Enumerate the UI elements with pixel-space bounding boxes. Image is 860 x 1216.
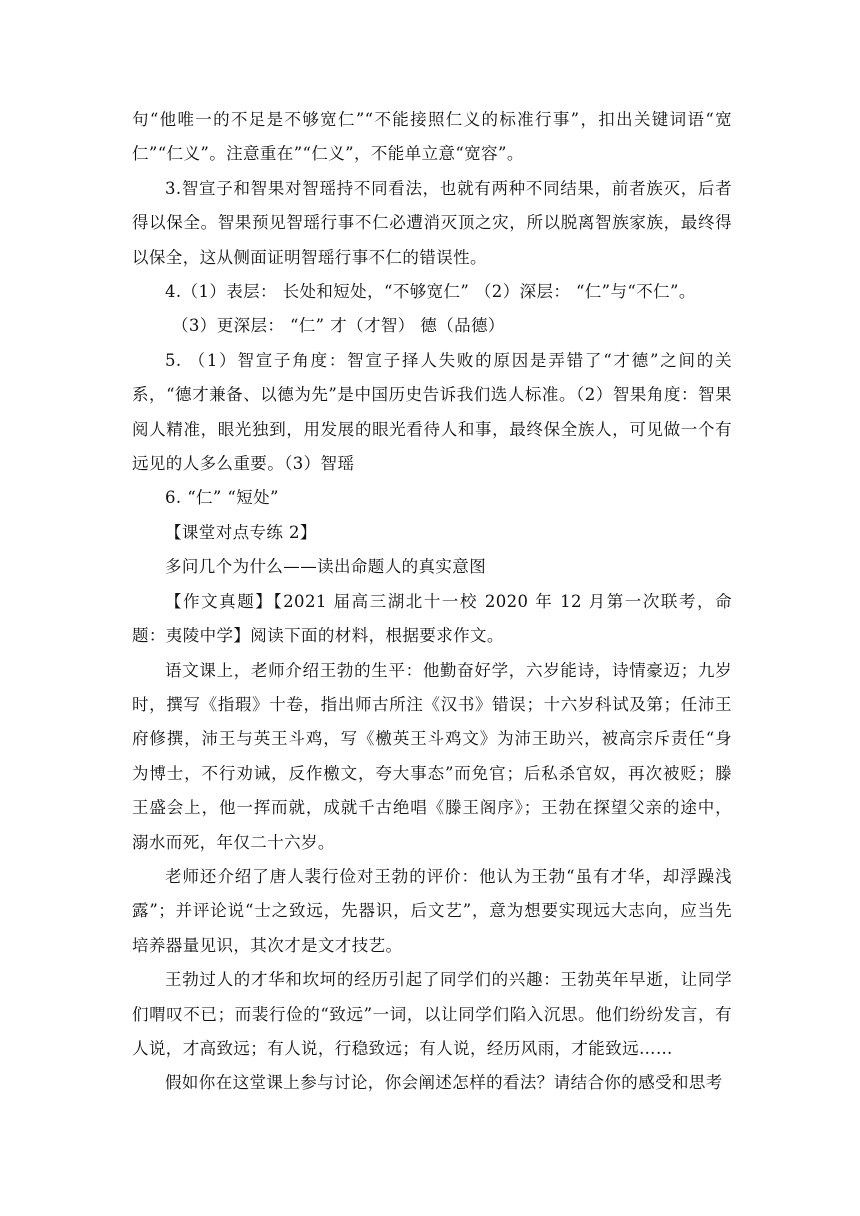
paragraph-material-2: 老师还介绍了唐人裴行俭对王勃的评价：他认为王勃“虽有才华，却浮躁浅露”；并评论说“士之致远，先器识，后文艺”，意为想要实现远大志向，应当先培养器量见识，其次才是文才技艺。 bbox=[132, 866, 732, 955]
document-body bbox=[132, 103, 732, 1101]
paragraph-answer-2-tail: 句“他唯一的不足是不够宽仁”“不能接照仁义的标准行事”，扣出关键词语“宽仁”“仁义”。注意重在”“仁义”，不能单立意“宽容”。 bbox=[132, 110, 732, 164]
paragraph-answer-4-deeper: （3）更深层： “仁” 才（才智） 德（品德） bbox=[172, 316, 505, 336]
paragraph-material-3: 王勃过人的才华和坎坷的经历引起了同学们的兴趣：王勃英年早逝，让同学们喟叹不已；而裴行俭的“致远”一词，以让同学们陷入沉思。他们纷纷发言，有人说，才高致远；有人说，行稳致远；有人说，经历风雨，才能致远…… bbox=[132, 970, 732, 1058]
paragraph-material-1: 语文课上，老师介绍王勃的生平：他勤奋好学，六岁能诗，诗情豪迈；九岁时，撰写《指瑕》十卷，指出师古所注《汉书》错误；十六岁科试及第；任沛王府修撰，沛王与英王斗鸡，写《檄英王斗鸡文》为沛王助兴，被高宗斥责任“身为博士，不行劝诫，反作檄文，夸大事态”而免官；后私杀官奴，再次被贬；滕王盛会上，他一挥而就，成就千古绝唱《滕王阁序》；王勃在探望父亲的途中，溺水而死，年仅二十六岁。 bbox=[132, 660, 732, 852]
paragraph-answer-3: 3.智宣子和智果对智瑶持不同看法，也就有两种不同结果，前者族灭，后者得以保全。智果预见智瑶行事不仁必遭消灭顶之灾，所以脱离智族家族，最终得以保全，这从侧面证明智瑶行事不仁的错误性。 bbox=[132, 178, 732, 267]
section-subtitle: 多问几个为什么——读出命题人的真实意图 bbox=[165, 557, 487, 577]
paragraph-answer-5: 5. （1）智宣子角度：智宣子择人失败的原因是弄错了“才德”之间的关系，“德才兼备、以德为先”是中国历史告诉我们选人标准。（2）智果角度：智果阅人精准，眼光独到，用发展的眼光看待人和事，最终保全族人，可见做一个有远见的人多么重要。（3）智瑶 bbox=[132, 350, 732, 474]
paragraph-question: 假如你在这堂课上参与讨论，你会阐述怎样的看法？请结合你的感受和思考 bbox=[165, 1073, 723, 1093]
paragraph-essay-prompt-header: 【作文真题】【2021 届高三湖北十一校 2020 年 12 月第一次联考，命题：夷陵中学】阅读下面的材料，根据要求作文。 bbox=[132, 591, 732, 646]
paragraph-answer-6: 6. “仁” “短处” bbox=[165, 488, 279, 508]
section-heading-practice-2: 【课堂对点专练 2】 bbox=[165, 522, 317, 542]
paragraph-answer-4: 4.（1）表层： 长处和短处，“不够宽仁” （2）深层： “仁”与“不仁”。 bbox=[165, 282, 696, 302]
